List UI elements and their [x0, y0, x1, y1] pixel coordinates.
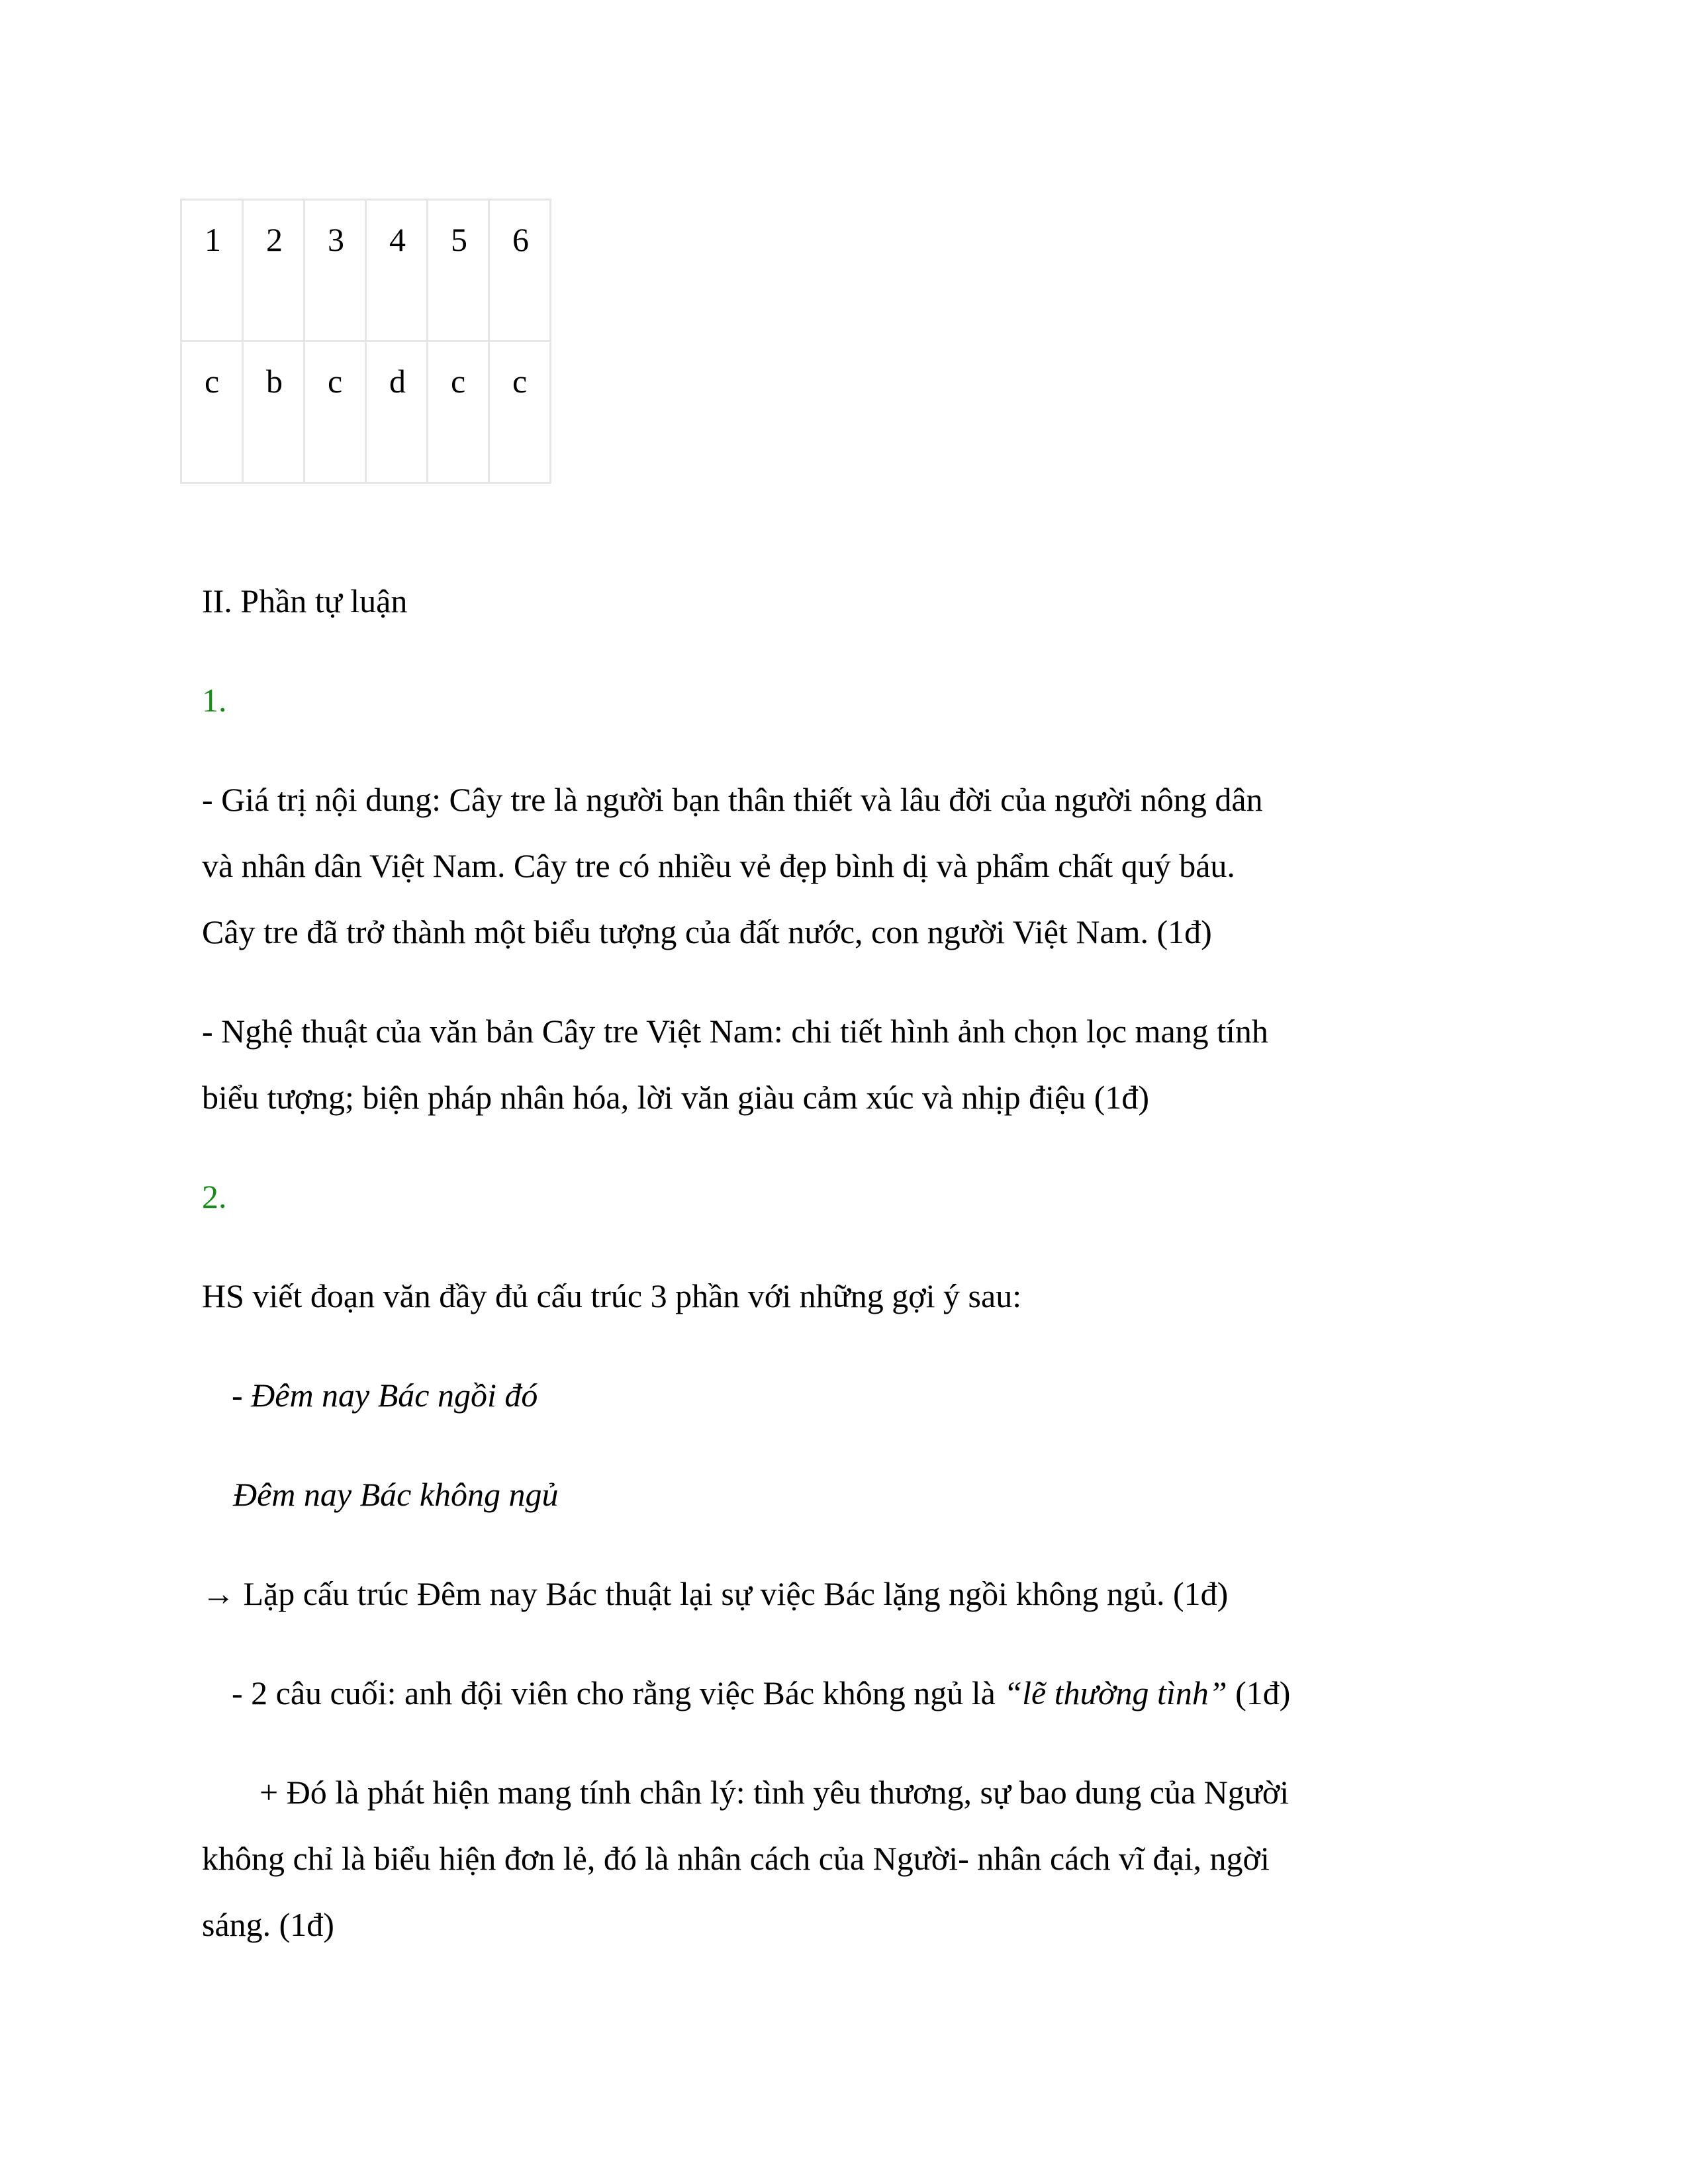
table-cell-answer: c: [181, 341, 243, 483]
table-cell-answer: c: [428, 341, 489, 483]
question-2-number: 2.: [202, 1178, 227, 1215]
analysis-line-2: [232, 1673, 1290, 1713]
question-1-content-line: và nhân dân Việt Nam. Cây tre có nhiều vẻ đẹp bình dị và phẩm chất quý báu.: [202, 847, 1235, 884]
question-1-number: 1.: [202, 682, 227, 719]
table-cell-answer: c: [489, 341, 551, 483]
answer-key-table: [180, 199, 551, 484]
discovery-line: sáng. (1đ): [202, 1906, 334, 1943]
table-cell-answer: b: [243, 341, 305, 483]
discovery-line: + Đó là phát hiện mang tính chân lý: tình yêu thương, sự bao dung của Người: [259, 1774, 1289, 1811]
poem-verse-2: Đêm nay Bác không ngủ: [233, 1476, 559, 1513]
question-2-intro: HS viết đoạn văn đầy đủ cấu trúc 3 phần với những gợi ý sau:: [202, 1277, 1022, 1314]
analysis-2-suffix: (1đ): [1227, 1674, 1291, 1711]
poem-verse-1: - Đêm nay Bác ngồi đó: [232, 1377, 538, 1414]
question-1-art-line: biểu tượng; biện pháp nhân hóa, lời văn giàu cảm xúc và nhịp điệu (1đ): [202, 1079, 1150, 1116]
analysis-2-prefix: - 2 câu cuối: anh đội viên cho rằng việc Bác không ngủ là: [232, 1674, 1004, 1711]
table-cell-number: 1: [181, 200, 243, 341]
table-cell-number: 2: [243, 200, 305, 341]
analysis-line-1: → Lặp cấu trúc Đêm nay Bác thuật lại sự việc Bác lặng ngồi không ngủ. (1đ): [202, 1575, 1229, 1612]
table-cell-number: 3: [305, 200, 366, 341]
table-cell-answer: c: [305, 341, 366, 483]
analysis-2-quote: “lẽ thường tình”: [1004, 1674, 1227, 1711]
question-1-art-line: - Nghệ thuật của văn bản Cây tre Việt Nam: chi tiết hình ảnh chọn lọc mang tính: [202, 1013, 1268, 1050]
table-cell-number: 6: [489, 200, 551, 341]
section-title: II. Phần tự luận: [202, 582, 408, 619]
table-row-numbers: [181, 200, 551, 341]
question-1-content-line: - Giá trị nội dung: Cây tre là người bạn thân thiết và lâu đời của người nông dân: [202, 781, 1263, 818]
discovery-line: không chỉ là biểu hiện đơn lẻ, đó là nhân cách của Người- nhân cách vĩ đại, ngời: [202, 1840, 1270, 1877]
table-cell-answer: d: [366, 341, 428, 483]
table-cell-number: 4: [366, 200, 428, 341]
question-1-content-line: Cây tre đã trở thành một biểu tượng của đất nước, con người Việt Nam. (1đ): [202, 913, 1212, 950]
table-row-answers: [181, 341, 551, 483]
table-cell-number: 5: [428, 200, 489, 341]
